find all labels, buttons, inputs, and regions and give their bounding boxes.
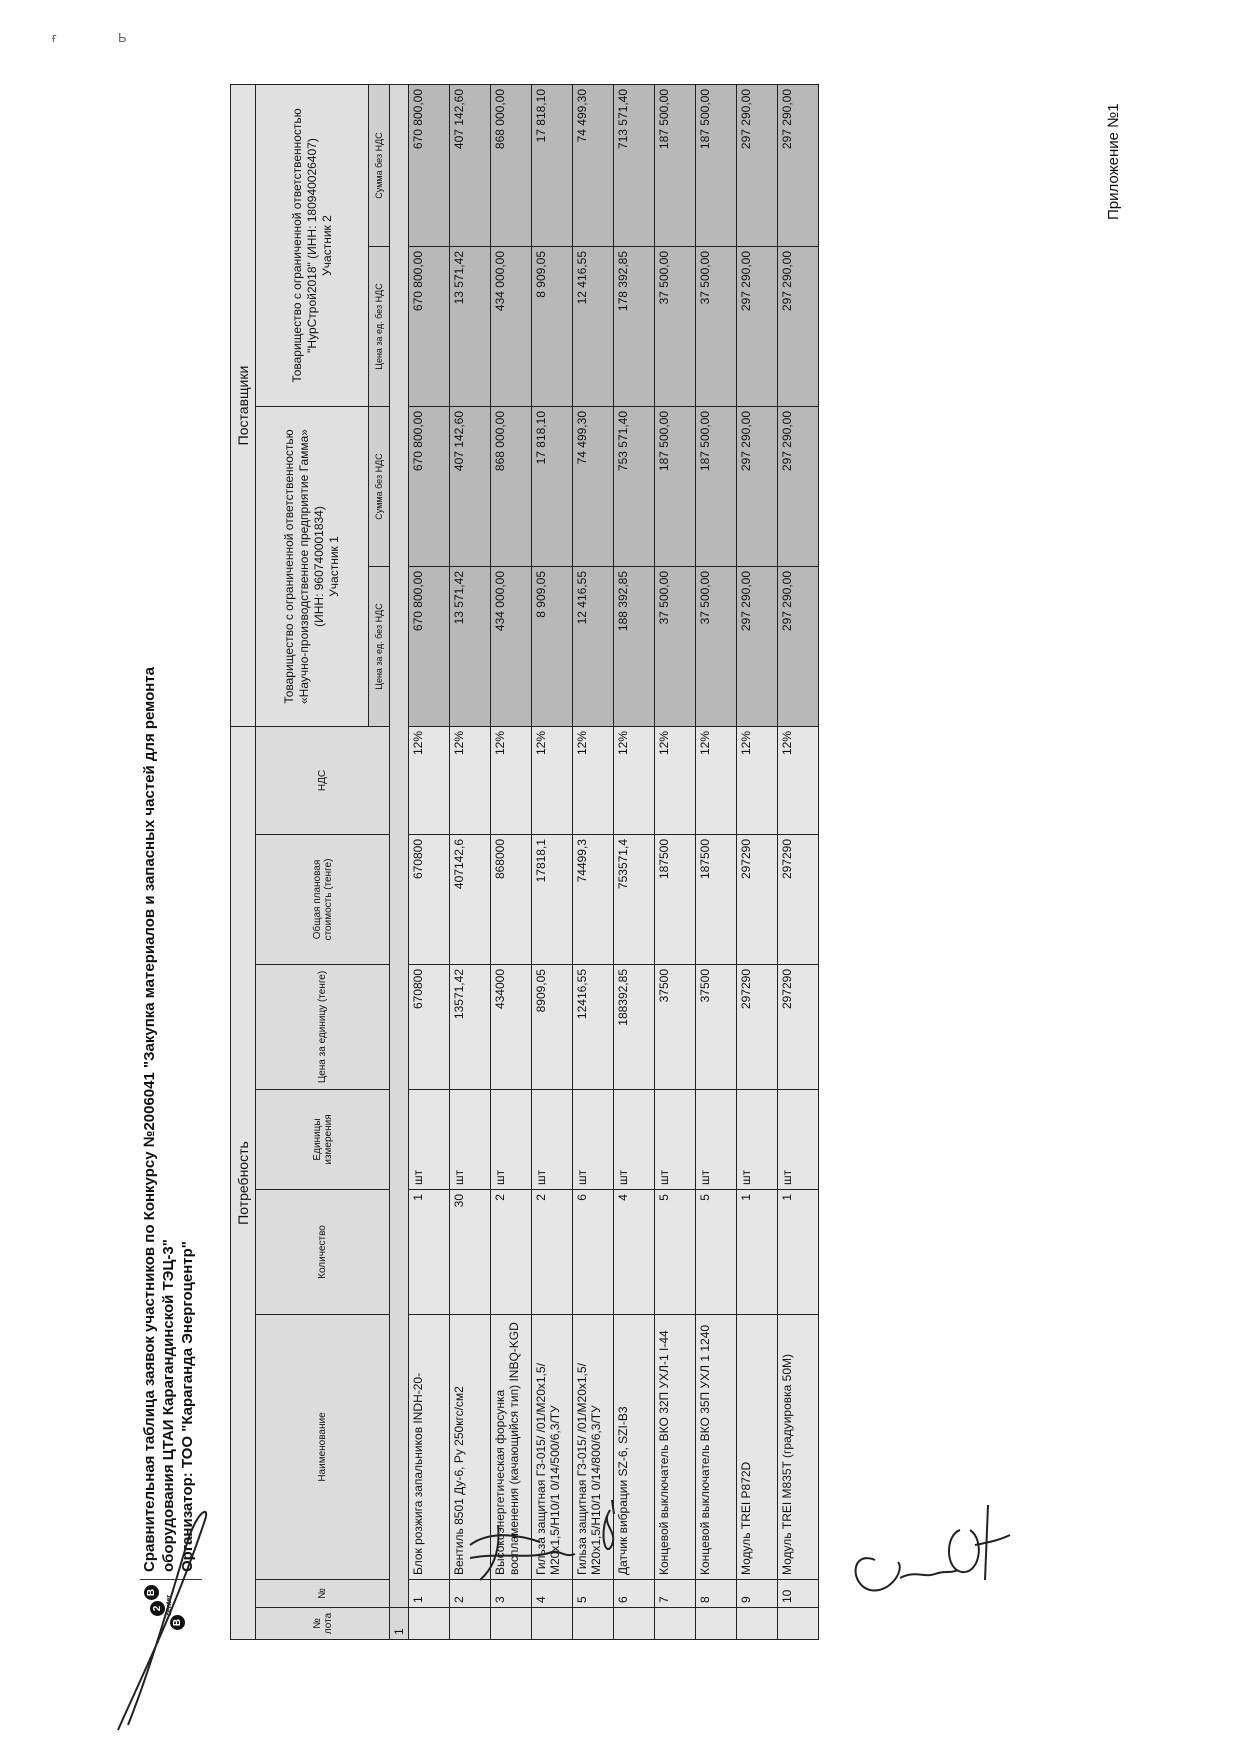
cell-qty: 1	[737, 1190, 778, 1315]
logo-letter-2: 2	[150, 1601, 165, 1616]
cell-s1-unit-price: 37 500,00	[696, 567, 737, 727]
lot-number: 1	[390, 1608, 409, 1640]
cell-num: 10	[778, 1580, 819, 1608]
cell-vat: 12%	[655, 727, 696, 835]
cell-name: Концевой выключатель ВКО 32П УХЛ-1 I-44	[655, 1315, 696, 1580]
signature-diagonal-stroke	[118, 1512, 206, 1730]
cell-name: Гильза защитная Г3-015/ /01/М20х1,5/М20х1,5/Н10/1 0/14/800/6,3/ТУ	[573, 1315, 614, 1580]
cell-s1-sum: 74 499,30	[573, 407, 614, 567]
cell-s1-sum: 187 500,00	[655, 407, 696, 567]
cell-unit: шт	[737, 1090, 778, 1190]
table-row	[491, 85, 532, 1640]
cell-vat: 12%	[409, 727, 450, 835]
cell-price: 37500	[696, 965, 737, 1090]
cell-unit: шт	[614, 1090, 655, 1190]
cell-s2-sum: 670 800,00	[409, 85, 450, 247]
corner-mark-left: ғ	[52, 30, 57, 45]
cell-s1-sum: 407 142,60	[450, 407, 491, 567]
cell-price: 12416,55	[573, 965, 614, 1090]
cell-num: 9	[737, 1580, 778, 1608]
cell-s1-unit-price: 188 392,85	[614, 567, 655, 727]
table-row	[614, 85, 655, 1640]
cell-total: 753571,4	[614, 835, 655, 965]
cell-s1-unit-price: 434 000,00	[491, 567, 532, 727]
logo-label: center	[166, 1594, 173, 1616]
cell-s2-sum: 187 500,00	[696, 85, 737, 247]
cell-price: 670800	[409, 965, 450, 1090]
cell-num: 3	[491, 1580, 532, 1608]
supplier-2-name: Товарищество с ограниченной ответственностью "НурСтрой2018" (ИНН: 180940026407)	[289, 108, 319, 383]
cell-s1-sum: 670 800,00	[409, 407, 450, 567]
cell-s2-sum: 407 142,60	[450, 85, 491, 247]
cell-name: Вентиль 8501 Ду-6, Ру 250кгс/см2	[450, 1315, 491, 1580]
rotated-sheet	[140, 85, 1065, 1640]
cell-qty: 1	[778, 1190, 819, 1315]
col-total-header: Общая плановая стоимость (тенге)	[256, 835, 390, 965]
cell-num: 7	[655, 1580, 696, 1608]
col-name-header: Наименование	[256, 1315, 390, 1580]
cell-num: 6	[614, 1580, 655, 1608]
col-price-header: Цена за единицу (тенге)	[256, 965, 390, 1090]
cell-unit: шт	[450, 1090, 491, 1190]
cell-qty: 5	[655, 1190, 696, 1315]
supplier-1-participant: Участник 1	[327, 536, 341, 597]
cell-unit: шт	[778, 1090, 819, 1190]
cell-s2-sum: 297 290,00	[737, 85, 778, 247]
cell-vat: 12%	[737, 727, 778, 835]
cell-s2-unit-price: 13 571,42	[450, 247, 491, 407]
corner-mark-right: Ь	[118, 30, 127, 45]
cell-s2-unit-price: 178 392,85	[614, 247, 655, 407]
appendix-label: Приложение №1	[1105, 103, 1122, 220]
cell-s1-sum: 868 000,00	[491, 407, 532, 567]
cell-name: Гильза защитная Г3-015/ /01/М20х1,5/М20х1,5/Н10/1 0/14/500/6,3/ТУ	[532, 1315, 573, 1580]
cell-s2-unit-price: 297 290,00	[737, 247, 778, 407]
cell-name: Блок розжига запальников INDH-20-	[409, 1315, 450, 1580]
cell-unit: шт	[491, 1090, 532, 1190]
logo-letter-b1: B	[170, 1615, 185, 1630]
cell-s2-sum: 187 500,00	[655, 85, 696, 247]
cell-price: 297290	[737, 965, 778, 1090]
supplier-1-name: Товарищество с ограниченной ответственностью «Научно-производственное предприятие Гамма» (ИНН: 960740001834)	[282, 429, 326, 704]
need-group-header: Потребность	[231, 727, 256, 1640]
suppliers-group-header: Поставщики	[231, 85, 256, 727]
cell-unit: шт	[655, 1090, 696, 1190]
cell-s1-sum: 17 818,10	[532, 407, 573, 567]
cell-num: 5	[573, 1580, 614, 1608]
supplier-1-header	[256, 407, 369, 727]
cell-s2-unit-price: 670 800,00	[409, 247, 450, 407]
cell-s1-sum: 297 290,00	[778, 407, 819, 567]
cell-qty: 2	[532, 1190, 573, 1315]
lot-row-filler	[390, 85, 409, 1608]
cell-s2-unit-price: 12 416,55	[573, 247, 614, 407]
cell-s2-sum: 713 571,40	[614, 85, 655, 247]
cell-name: Модуль TREI P872D	[737, 1315, 778, 1580]
cell-s2-unit-price: 37 500,00	[655, 247, 696, 407]
cell-s2-sum: 297 290,00	[778, 85, 819, 247]
cell-total: 187500	[655, 835, 696, 965]
comparison-table	[230, 84, 819, 1640]
cell-qty: 4	[614, 1190, 655, 1315]
cell-total: 868000	[491, 835, 532, 965]
table-row	[737, 85, 778, 1640]
s2-sum-header: Сумма без НДС	[369, 85, 390, 247]
cell-vat: 12%	[491, 727, 532, 835]
cell-num: 2	[450, 1580, 491, 1608]
cell-s2-unit-price: 8 909,05	[532, 247, 573, 407]
signatures-area	[0, 1490, 1240, 1750]
table-row	[655, 85, 696, 1640]
cell-s1-unit-price: 12 416,55	[573, 567, 614, 727]
table-row	[409, 85, 450, 1640]
s1-sum-header: Сумма без НДС	[369, 407, 390, 567]
col-qty-header: Количество	[256, 1190, 390, 1315]
cell-price: 8909,05	[532, 965, 573, 1090]
cell-vat: 12%	[614, 727, 655, 835]
cell-total: 407142,6	[450, 835, 491, 965]
s2-unit-price-header: Цена за ед. без НДС	[369, 247, 390, 407]
title-line-2: оборудования ЦТАИ Карагандинской ТЭЦ-3"	[160, 1239, 177, 1572]
table-row	[573, 85, 614, 1640]
table-body	[390, 85, 819, 1640]
s1-unit-price-header: Цена за ед. без НДС	[369, 567, 390, 727]
cell-name: Модуль TREI M835T (градуировка 50M)	[778, 1315, 819, 1580]
table-row	[696, 85, 737, 1640]
cell-vat: 12%	[573, 727, 614, 835]
signature-3	[856, 1558, 958, 1590]
cell-total: 297290	[737, 835, 778, 965]
cell-num: 8	[696, 1580, 737, 1608]
cell-vat: 12%	[696, 727, 737, 835]
cell-qty: 1	[409, 1190, 450, 1315]
cell-s1-unit-price: 670 800,00	[409, 567, 450, 727]
cell-vat: 12%	[450, 727, 491, 835]
cell-s1-unit-price: 8 909,05	[532, 567, 573, 727]
cell-num: 4	[532, 1580, 573, 1608]
signature-4	[949, 1505, 1010, 1580]
cell-price: 297290	[778, 965, 819, 1090]
document-title	[140, 667, 197, 1572]
logo-letter-b2: B	[144, 1585, 159, 1600]
lot-row	[390, 85, 409, 1640]
cell-s2-sum: 868 000,00	[491, 85, 532, 247]
signature-1	[470, 1525, 575, 1580]
cell-s1-sum: 187 500,00	[696, 407, 737, 567]
cell-price: 434000	[491, 965, 532, 1090]
cell-qty: 2	[491, 1190, 532, 1315]
table-row	[450, 85, 491, 1640]
group-header-row	[231, 85, 256, 1640]
table-row	[778, 85, 819, 1640]
cell-s2-unit-price: 37 500,00	[696, 247, 737, 407]
cell-qty: 5	[696, 1190, 737, 1315]
cell-s2-unit-price: 434 000,00	[491, 247, 532, 407]
cell-unit: шт	[696, 1090, 737, 1190]
supplier-2-participant: Участник 2	[319, 215, 334, 276]
cell-qty: 6	[573, 1190, 614, 1315]
cell-s1-unit-price: 297 290,00	[778, 567, 819, 727]
column-header-row	[256, 85, 369, 1640]
cell-total: 17818,1	[532, 835, 573, 965]
handwritten-signatures	[0, 1490, 1240, 1750]
cell-total: 670800	[409, 835, 450, 965]
cell-unit: шт	[409, 1090, 450, 1190]
col-num-header: №	[256, 1580, 390, 1608]
cell-total: 187500	[696, 835, 737, 965]
cell-name: Датчик вибрации SZ-6, SZI-B3	[614, 1315, 655, 1580]
cell-name: Высокоэнергетическая форсунка воспламенения (качающийся тип) INBQ-KGD	[491, 1315, 532, 1580]
cell-unit: шт	[573, 1090, 614, 1190]
cell-num: 1	[409, 1580, 450, 1608]
cell-s2-sum: 17 818,10	[532, 85, 573, 247]
cell-total: 297290	[778, 835, 819, 965]
comparison-table-wrap	[230, 85, 819, 1640]
cell-s1-sum: 297 290,00	[737, 407, 778, 567]
col-lot-header: № лота	[256, 1608, 390, 1640]
supplier-2-header	[256, 85, 369, 407]
cell-price: 37500	[655, 965, 696, 1090]
cell-s2-sum: 74 499,30	[573, 85, 614, 247]
cell-qty: 30	[450, 1190, 491, 1315]
col-vat-header: НДС	[256, 727, 390, 835]
signature-2	[604, 1500, 614, 1549]
document-header	[140, 90, 220, 1630]
cell-price: 188392,85	[614, 965, 655, 1090]
cell-name: Концевой выключатель ВКО 35П УХЛ 1 1240	[696, 1315, 737, 1580]
cell-total: 74499,3	[573, 835, 614, 965]
cell-vat: 12%	[532, 727, 573, 835]
cell-s1-unit-price: 297 290,00	[737, 567, 778, 727]
table-row	[532, 85, 573, 1640]
col-unit-header: Единицы измерения	[256, 1090, 390, 1190]
cell-price: 13571,42	[450, 965, 491, 1090]
cell-unit: шт	[532, 1090, 573, 1190]
title-line-3: Организатор: ТОО "Караганда Энергоцентр"	[179, 1241, 196, 1572]
title-line-1: Сравнительная таблица заявок участников по Конкурсу №2006041 "Закупка материалов и запасных частей для ремонта	[141, 667, 158, 1572]
cell-s1-unit-price: 13 571,42	[450, 567, 491, 727]
cell-s1-unit-price: 37 500,00	[655, 567, 696, 727]
cell-vat: 12%	[778, 727, 819, 835]
cell-s2-unit-price: 297 290,00	[778, 247, 819, 407]
cell-s1-sum: 753 571,40	[614, 407, 655, 567]
